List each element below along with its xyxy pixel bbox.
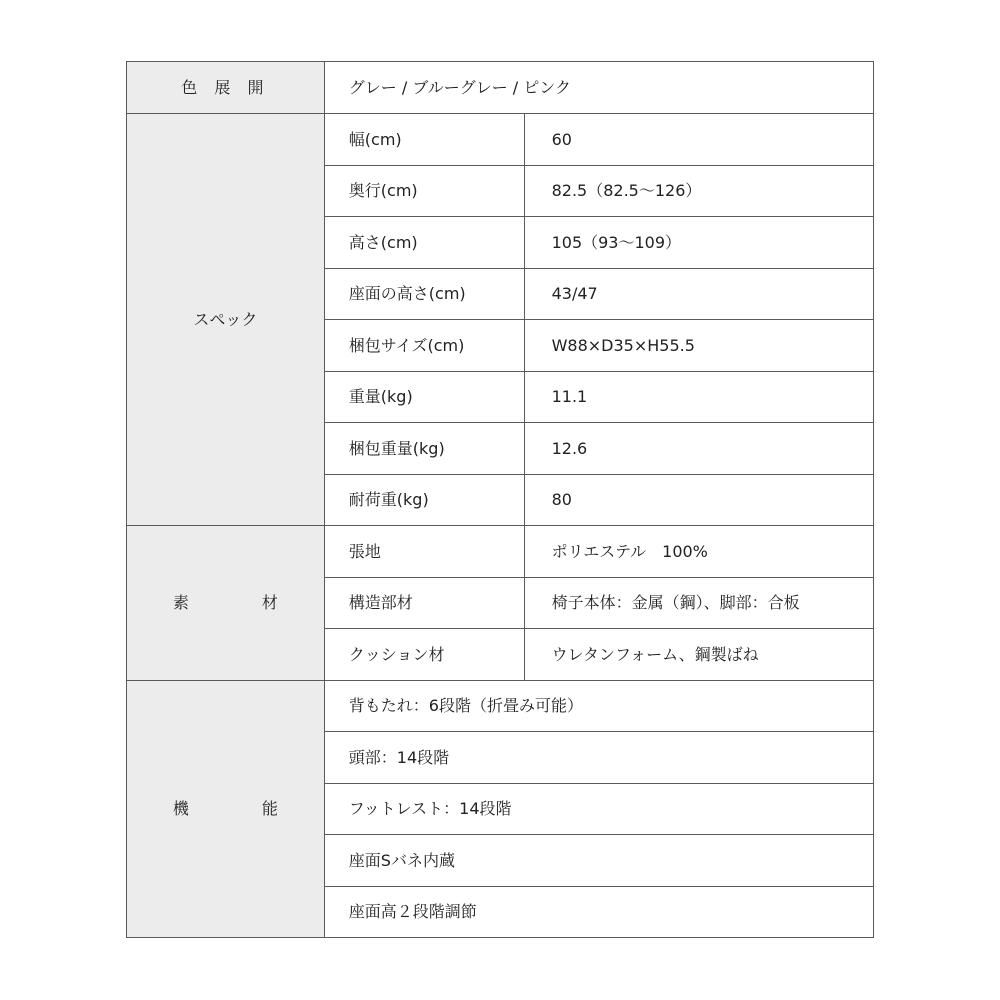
spec-label-seat-height: 座面の高さ(cm)	[324, 269, 524, 320]
material-header: 素 材	[127, 526, 325, 681]
spec-label-package-weight: 梱包重量(kg)	[324, 423, 524, 475]
spec-row	[127, 114, 874, 166]
material-value-cushion: ウレタンフォーム、鋼製ばね	[524, 629, 873, 681]
material-label-structure: 構造部材	[324, 578, 524, 629]
spec-label-depth: 奥行(cm)	[324, 166, 524, 217]
function-backrest: 背もたれ：6段階（折畳み可能）	[324, 681, 873, 732]
spec-value-package-size: W88×D35×H55.5	[524, 320, 873, 372]
color-row	[127, 62, 874, 114]
spec-header: スペック	[127, 114, 325, 526]
spec-value-package-weight: 12.6	[524, 423, 873, 475]
function-footrest: フットレスト：14段階	[324, 784, 873, 835]
spec-value-depth: 82.5（82.5～126）	[524, 166, 873, 217]
function-header: 機 能	[127, 681, 325, 938]
spec-value-height: 105（93～109）	[524, 217, 873, 269]
function-seat-spring: 座面Sバネ内蔵	[324, 835, 873, 887]
spec-value-seat-height: 43/47	[524, 269, 873, 320]
spec-label-weight: 重量(kg)	[324, 372, 524, 423]
function-headrest: 頭部：14段階	[324, 732, 873, 784]
color-value: グレー / ブルーグレー / ピンク	[324, 62, 873, 114]
material-label-cushion: クッション材	[324, 629, 524, 681]
material-label-upholstery: 張地	[324, 526, 524, 578]
material-value-structure: 椅子本体：金属（鋼）、脚部：合板	[524, 578, 873, 629]
spec-label-load-capacity: 耐荷重(kg)	[324, 475, 524, 526]
spec-value-width: 60	[524, 114, 873, 166]
function-seat-height-adjust: 座面高２段階調節	[324, 887, 873, 938]
function-row	[127, 681, 874, 732]
spec-label-package-size: 梱包サイズ(cm)	[324, 320, 524, 372]
spec-value-weight: 11.1	[524, 372, 873, 423]
material-value-upholstery: ポリエステル 100%	[524, 526, 873, 578]
color-header: 色 展 開	[127, 62, 325, 114]
spec-value-load-capacity: 80	[524, 475, 873, 526]
product-spec-table	[126, 61, 874, 938]
material-row	[127, 526, 874, 578]
spec-label-height: 高さ(cm)	[324, 217, 524, 269]
spec-label-width: 幅(cm)	[324, 114, 524, 166]
